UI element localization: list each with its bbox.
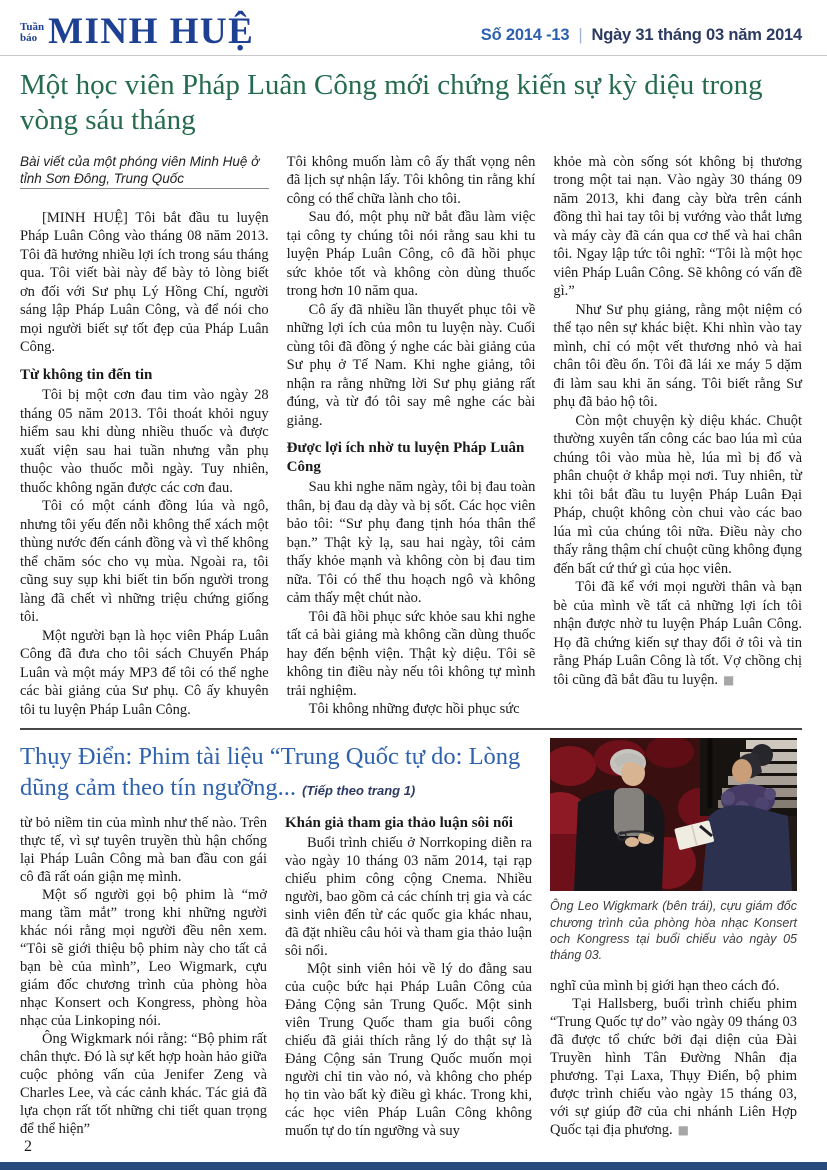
- article-2-column-2: [285, 814, 532, 1140]
- article-2-subheading: Khán giả tham gia thảo luận sôi nổi: [285, 814, 513, 831]
- article-2-title-text: Thụy Điển: Phim tài liệu “Trung Quốc tự do: Lòng dũng cảm theo tín ngưỡng...: [20, 743, 521, 801]
- paragraph: Buổi trình chiếu ở Norrkoping diễn ra vào ngày 10 tháng 03 năm 2014, tại rạp chiếu phim công cộng Cnema. Nhiều người, bao gồm cả các chính trị gia và các sinh viên đến từ các quốc gia khác nhau, đã đặt nhiều câu hỏi và tham gia thảo luận sôi nổi.: [285, 834, 532, 959]
- paragraph: từ bỏ niềm tin của mình như thế nào. Trên thực tế, vì sự tuyên truyền thù hận chống lại Pháp Luân Công mà ban đầu con gái cô đã rất oán giận mẹ mình.: [20, 814, 267, 885]
- page-number: 2: [24, 1138, 32, 1155]
- issue-number: Số 2014 -13: [480, 26, 570, 44]
- paragraph-text: Tại Hallsberg, buổi trình chiếu phim “Trung Quốc tự do” vào ngày 09 tháng 03 đã được tổ chức bởi đại diện của Đài Truyền hình Tân Đường Nhân địa phương. Tại Laxa, Thụy Điển, bộ phim được trình chiếu vào ngày 15 tháng 03, với sự giúp đỡ của chi nhánh Liên Hợp Quốc tại địa phương.: [550, 996, 797, 1139]
- article-1-column-2: [287, 153, 536, 720]
- end-of-article-mark: ■: [677, 1123, 689, 1138]
- paragraph: khỏe mà còn sống sót không bị thương trong một tai nạn. Vào ngày 30 tháng 09 năm 2013, khi đang cày bừa trên cánh đồng thì hai tay tôi bị vướng vào thắt lưng và máy cày đã cán qua cơ thể và hai chân tôi. Ngay lập tức tôi nghĩ: “Tôi là một học viên Pháp Luân Công. Sẽ không có vấn đề gì.”: [553, 153, 803, 300]
- paragraph: Tôi không muốn làm cô ấy thất vọng nên đã lịch sự nhận lấy. Tôi không tin rằng khí công có thể chữa lành cho tôi.: [286, 153, 536, 207]
- paragraph: Tôi không những được hồi phục sức: [308, 701, 520, 718]
- article-2-column-3: [550, 977, 797, 1139]
- event-photo: [550, 738, 797, 891]
- byline-rule: [20, 188, 269, 189]
- masthead-title: MINH HUỆ: [48, 11, 255, 52]
- paragraph: [550, 995, 797, 1139]
- article-1: [0, 68, 827, 719]
- paragraph: Một số người gọi bộ phim là “mở mang tầm mắt” trong khi những người khác nói rằng mọi người đều nên xem. “Tôi sẽ giới thiệu bộ phim này cho tất cả bạn bè của mình”, Leo Wigmark, cựu giám đốc chương trình của phòng hòa nhạc Konsert och Kongress, phòng hòa nhạc của Linkoping nói.: [20, 886, 267, 1029]
- masthead: [0, 0, 827, 55]
- weekly-label-bottom: báo: [20, 32, 38, 45]
- paragraph: Tôi đã hồi phục sức khỏe sau khi nghe tất cả bài giảng mà không cần dùng thuốc hay đến bệnh viện. Thật kỳ diệu. Tôi sẽ không tin điều này nếu tôi không tự mình trải nghiệm.: [286, 608, 536, 699]
- masthead-brand: [20, 13, 254, 50]
- article-divider: [20, 728, 802, 730]
- paragraph: nghĩ của mình bị giới hạn theo cách đó.: [550, 978, 780, 995]
- article-2: [0, 738, 827, 1139]
- article-2-column-1: [20, 814, 267, 1140]
- paragraph: Ông Wigkmark nói rằng: “Bộ phim rất chân thực. Đó là sự kết hợp hoàn hảo giữa cuộc phỏng vấn của Jenifer Zeng và Charles Lee, và các cảnh khác. Tác giả đã lựa chọn rất tốt những chi tiết quan trọng để thể hiện”: [20, 1030, 267, 1137]
- masthead-rule: [0, 55, 827, 56]
- article-1-columns: [0, 153, 827, 720]
- issue-date: Ngày 31 tháng 03 năm 2014: [591, 26, 802, 44]
- end-of-article-mark: ■: [723, 672, 735, 687]
- paragraph: Một người bạn là học viên Pháp Luân Công đã đưa cho tôi sách Chuyển Pháp Luân và một máy MP3 để tôi có thể nghe các bài giảng của Sư phụ. Cô ấy khuyên tôi tu luyện Pháp Luân Công.: [20, 627, 269, 718]
- issue-info: [481, 26, 802, 50]
- paragraph: [MINH HUỆ] Tôi bắt đầu tu luyện Pháp Luân Công vào tháng 08 năm 2013. Tôi đã hưởng nhiều lợi ích trong sáu tháng qua. Tôi viết bài này để bày tỏ lòng biết ơn đối với Sư phụ Lý Hồng Chí, người sáng lập Pháp Luân Công, và để nói cho mọi người biết sự tốt đẹp của Pháp Luân Công.: [20, 209, 269, 356]
- article-2-columns: [20, 814, 532, 1140]
- paragraph: Cô ấy đã nhiều lần thuyết phục tôi về những lợi ích của môn tu luyện này. Cuối cùng tôi đã đồng ý nghe các bài giảng của Sư phụ ở Tế Nam. Khi nghe giảng, tôi nhận ra rằng những lời Sư phụ giảng rất đúng, và từ đó tôi say mê nghe các bài giảng.: [286, 301, 536, 429]
- article-1-title: Một học viên Pháp Luân Công mới chứng kiến sự kỳ diệu trong vòng sáu tháng: [20, 69, 763, 137]
- paragraph: Như Sư phụ giảng, rằng một niệm có thể tạo nên sự khác biệt. Khi nhìn vào tay mình, chỉ có một vết thương nhỏ và hai chân tôi đều ổn. Tôi đã lái xe máy 5 dặm đi làm sau khi ăn sáng. Tôi biết rằng Sư phụ đã bảo hộ tôi.: [553, 301, 803, 411]
- paragraph: [553, 578, 802, 689]
- article-2-title: [20, 742, 532, 803]
- continuation-note: (Tiếp theo trang 1): [302, 782, 416, 798]
- photo-caption: Ông Leo Wigkmark (bên trái), cựu giám đốc chương trình của phòng hòa nhạc Konsert och Kongress tại buổi chiếu vào ngày 05 tháng 03.: [550, 899, 797, 963]
- weekly-label: [20, 22, 48, 50]
- paragraph: Tôi bị một cơn đau tim vào ngày 28 tháng 05 năm 2013. Tôi thoát khỏi nguy hiểm sau khi dùng nhiều thuốc và được xuất viện sau hai tuần nhưng vẫn phụ thuộc vào thuốc mỗi ngày. Tuy nhiên, thuốc không ngăn được các cơn đau.: [20, 387, 269, 496]
- photo-figure: [550, 738, 797, 963]
- article-2-left-block: [20, 738, 532, 1139]
- paragraph: Sau khi nghe năm ngày, tôi bị đau toàn thân, bị đau dạ dày và bị sốt. Các học viên bảo tôi: “Sư phụ đang tịnh hóa thân thể bạn.” Thật kỳ lạ, sau hai ngày, tôi cảm thấy khỏe mạnh và không còn bị đau tim nữa. Tôi có thể thu hoạch ngô và không cảm thấy mệt chút nào.: [286, 479, 536, 607]
- article-1-subheading-2: Được lợi ích nhờ tu luyện Pháp Luân Công: [286, 440, 525, 475]
- article-1-byline: Bài viết của một phóng viên Minh Huệ ở tỉnh Sơn Đông, Trung Quốc: [20, 153, 260, 187]
- paragraph: Tôi có một cánh đồng lúa và ngô, nhưng tôi yếu đến nỗi không thể xách một thùng nước đến cánh đồng và vì thế không thể chăm sóc cho vụ mùa. Ngoài ra, tôi cũng suy sụp khi biết tin bốn người trong làng đã chết vì những triệu chứng giống tôi.: [20, 498, 269, 626]
- paragraph: Sau đó, một phụ nữ bắt đầu làm việc tại công ty chúng tôi nói rằng sau khi tu luyện Pháp Luân Công, cô đã hồi phục sức khỏe tốt và không còn dùng thuốc trong hơn 10 năm qua.: [286, 209, 536, 300]
- paragraph-text: Tôi đã kể với mọi người thân và bạn bè của mình về tất cả những lợi ích tôi nhận được nhờ tu luyện Pháp Luân Công. Họ đã chứng kiến sự thay đổi ở tôi và tin rằng Pháp Luân Công là tốt. Vợ chồng chị tôi cũng đã bắt đầu tu luyện.: [553, 579, 803, 688]
- issue-separator: |: [578, 26, 583, 44]
- paragraph: Một sinh viên hỏi về lý do đằng sau của cuộc bức hại Pháp Luân Công của Đảng Cộng sản Trung Quốc. Một sinh viên Trung Quốc tham gia buổi công chiếu đã giải thích rằng lý do thật sự là Đảng Cộng sản Trung Quốc muốn mọi người chỉ tin vào nó, và không cho phép họ tin vào bất kỳ điều gì khác. Trong khi, các học viên Pháp Luân Công không muốn tự do tín ngưỡng và suy: [285, 960, 532, 1139]
- paragraph: Còn một chuyện kỳ diệu khác. Chuột thường xuyên tấn công các bao lúa mì của chúng tôi vào mùa hè, lúa mì bị đổ và phân chuột ở khắp mọi nơi. Tuy nhiên, từ khi tôi bắt đầu tu luyện Pháp Luân Đại Pháp, chuột không còn chui vào các bao lúa mì của chúng tôi nữa. Điều này cho thấy rằng thậm chí chuột cũng không đụng đến bất cứ thứ gì của học viên.: [553, 412, 803, 577]
- article-1-subheading-1: Từ không tin đến tin: [20, 366, 153, 383]
- article-1-column-3: [553, 153, 802, 720]
- article-1-column-1: [20, 153, 269, 720]
- footer-bar: [0, 1162, 827, 1170]
- article-2-right-block: [550, 738, 797, 1139]
- weekly-label-top: Tuần: [20, 20, 45, 33]
